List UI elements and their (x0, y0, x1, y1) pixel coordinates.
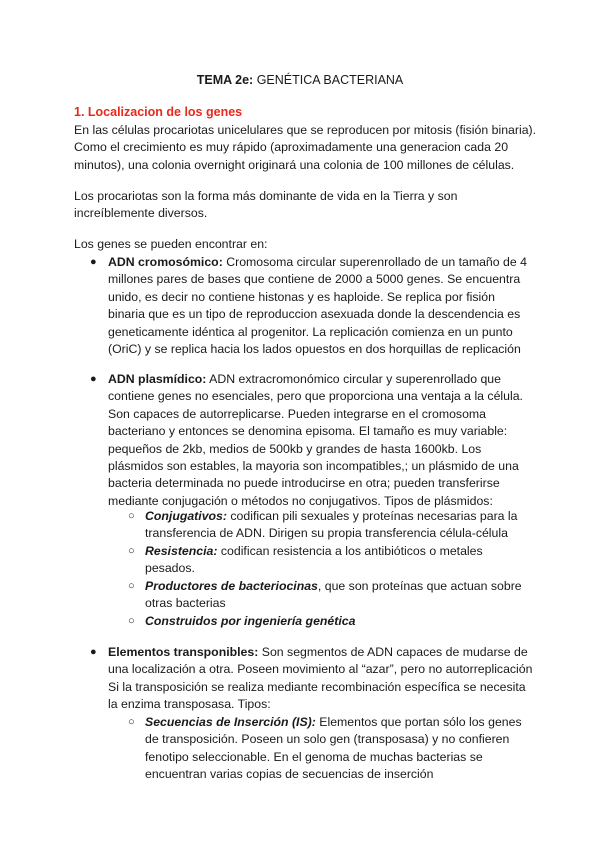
text-line: bacteria determinada no puede introducirse en otra; pueden transferirse (108, 476, 500, 491)
text-line: encuentran varias copias de secuencias de inserción (145, 767, 434, 782)
title-bold: TEMA 2e: (196, 73, 254, 87)
sub-bullet-icon: ○ (128, 510, 135, 522)
plasmid-type-term: Construidos por ingeniería genética (145, 614, 356, 628)
text-line: ADN extracromonómico circular y superenrollado que (206, 372, 501, 386)
text-line: Elementos que portan sólo los genes (315, 715, 522, 729)
text-line: binaria que es un tipo de reproduccion asexuada donde la descendencia es (108, 307, 521, 322)
transponibles-item (108, 644, 538, 714)
transposon-type-is (145, 714, 545, 784)
text-line: pesados. (145, 561, 195, 576)
title-rest: GENÉTICA BACTERIANA (253, 73, 404, 87)
text-line: otras bacterias (145, 596, 226, 611)
text-line: bacteriano y entonces se denomina episoma. El tamaño es muy variable: (108, 424, 508, 439)
intro-line: Como el crecimiento es muy rápido (aproximadamente una generacion cada 20 (74, 140, 509, 155)
prokaryotes-line: Los procariotas son la forma más dominante de vida en la Tierra y son (74, 189, 458, 203)
transponibles-term: Elementos transponibles: (108, 645, 259, 659)
bullet-icon: ● (90, 373, 97, 385)
section-heading: 1. Localizacion de los genes (74, 105, 243, 119)
text-line: , que son proteínas que actuan sobre (317, 579, 522, 593)
adn-plasmidico-term: ADN plasmídico: (108, 372, 207, 386)
text-line: Son segmentos de ADN capaces de mudarse de (258, 645, 528, 659)
intro-line: En las células procariotas unicelulares que se reproducen por mitosis (fisión binaria). (74, 123, 537, 137)
bullet-icon: ● (90, 256, 97, 268)
adn-plasmidico-item (108, 371, 538, 510)
transposon-type-term: Secuencias de Inserción (IS): (145, 715, 316, 729)
plasmid-type-resistencia (145, 543, 545, 578)
text-line: pequeños de 2kb, medios de 500kb y grandes de hasta 1600kb. Los (108, 441, 482, 456)
plasmid-type-conjugativos (145, 508, 545, 543)
intro-line: minutos), una colonia overnight originará una colonia de 100 millones de células. (74, 157, 515, 172)
sub-bullet-icon: ○ (128, 615, 135, 627)
page-title (0, 72, 600, 88)
text-line: de transposición. Poseen un solo gen (transposasa) y no confieren (145, 732, 510, 747)
adn-cromosomico-term: ADN cromosómico: (108, 255, 223, 269)
text-line: transferencia de ADN. Dirigen su propia transferencia célula-célula (145, 526, 508, 541)
genes-intro (74, 236, 534, 253)
text-line: la enzima transposasa. Tipos: (108, 697, 271, 712)
sub-bullet-icon: ○ (128, 545, 135, 557)
prokaryotes-line: increíblemente diversos. (74, 206, 208, 221)
text-line: codifican pili sexuales y proteínas necesarias para la (226, 509, 518, 523)
text-line: geneticamente idéntica al progenitor. La replicación comienza en un punto (108, 324, 513, 339)
text-line: plásmidos son estables, la mayoria son incompatibles,; un plásmido de una (108, 459, 519, 474)
text-line: unido, es decir no contiene histonas y es haploide. Se replica por fisión (108, 289, 495, 304)
text-line: Si la transposición se realiza mediante recombinación específica se necesita (108, 679, 526, 694)
intro-paragraph (74, 122, 537, 174)
text-line: Son capaces de autorreplicarse. Pueden integrarse en el cromosoma (108, 406, 487, 421)
plasmid-type-term: Conjugativos: (145, 509, 227, 523)
sub-bullet-icon: ○ (128, 580, 135, 592)
bullet-icon: ● (90, 646, 97, 658)
adn-cromosomico-item (108, 254, 538, 358)
text-line: codifican resistencia a los antibióticos o metales (217, 544, 483, 558)
plasmid-type-term: Productores de bacteriocinas (145, 579, 318, 593)
text-line: mediante conjugación o métodos no conjugativos. Tipos de plásmidos: (108, 493, 493, 508)
text-line: Cromosoma circular superenrollado de un tamaño de 4 (222, 255, 527, 269)
plasmid-type-term: Resistencia: (145, 544, 218, 558)
text-line: fenotipo seleccionable. En el genoma de muchas bacterias se (145, 749, 483, 764)
plasmid-type-ingenieria (145, 613, 545, 630)
text-line: (OriC) y se replica hacia los lados opuestos en dos horquillas de replicación (108, 342, 521, 357)
genes-intro-line: Los genes se pueden encontrar en: (74, 237, 268, 251)
sub-bullet-icon: ○ (128, 716, 135, 728)
text-line: una localización a otra. Poseen movimiento al “azar”, pero no autorreplicación (108, 662, 533, 677)
prokaryotes-paragraph (74, 188, 534, 223)
text-line: contiene genes no esenciales, pero que proporciona una ventaja a la célula. (108, 389, 523, 404)
plasmid-type-bacteriocinas (145, 578, 545, 613)
text-line: millones pares de bases que contiene de 2000 a 5000 genes. Se encuentra (108, 272, 521, 287)
